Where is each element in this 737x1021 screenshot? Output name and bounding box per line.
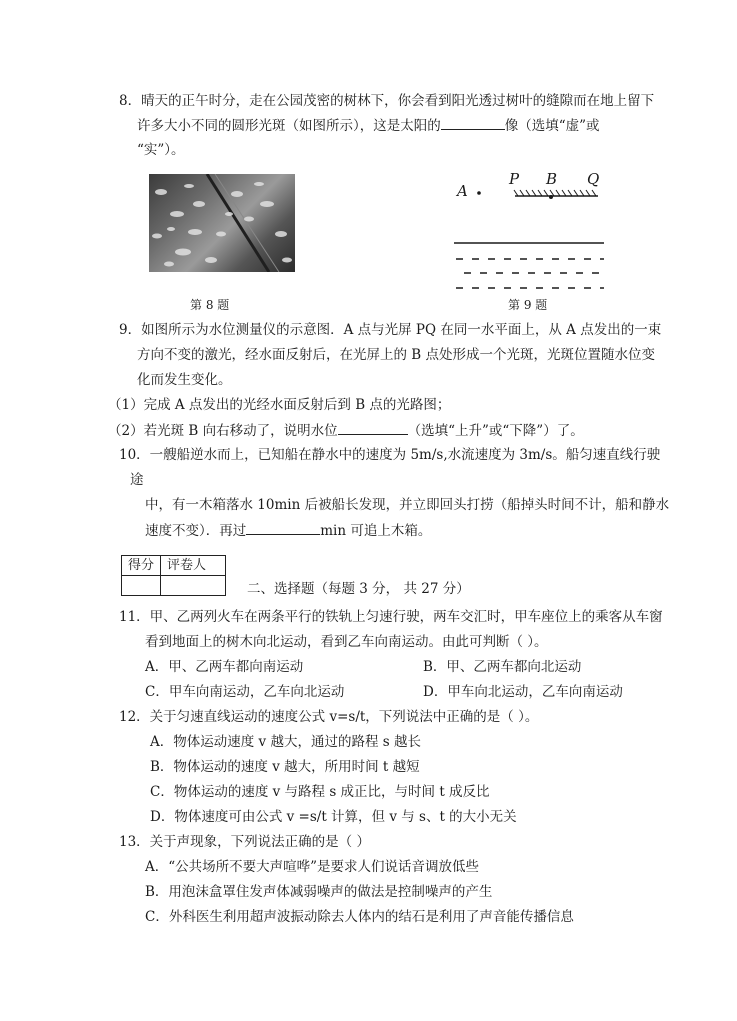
q11-option-d[interactable]: D．甲车向北运动，乙车向南运动 — [423, 684, 623, 700]
q8-line2 — [137, 116, 600, 135]
q8-line1: 8．晴天的正午时分，走在公园茂密的树林下，你会看到阳光透过树叶的缝隙而在地上留下 — [119, 93, 655, 109]
q9-sub1: （1）完成 A 点发出的光经水面反射后到 B 点的光路图； — [108, 397, 451, 413]
figure8-light-spots — [149, 174, 295, 272]
q12-option-b[interactable]: B．物体运动的速度 v 越大，所用时间 t 越短 — [150, 759, 420, 775]
q8-line2-text-b: 像（选填“虚”或 — [504, 118, 600, 134]
figure9-label-q: Q — [587, 170, 600, 188]
figure9-screen-pq — [514, 190, 598, 199]
figure9-label-b: B — [546, 170, 558, 188]
q9-sub2 — [108, 421, 584, 440]
score-header: 得分 — [122, 556, 161, 576]
q10-line3: 中，有一木箱落水 10min 后被船长发现，并立即回头打捞（船掉头时间不计，船和静水 — [145, 497, 670, 513]
q10-line4-text-a: 速度不变）．再过 — [145, 523, 247, 539]
q10-answer-blank[interactable] — [246, 521, 320, 535]
q8-line2-text-a: 许多大小不同的圆形光斑（如图所示），这是太阳的 — [137, 118, 441, 134]
q12-stem: 12．关于匀速直线运动的速度公式 v=s/t，下列说法中正确的是（ ）。 — [119, 709, 539, 725]
q11-option-a[interactable]: A．甲、乙两车都向南运动 — [145, 659, 304, 675]
figure9-caption: 第 9 题 — [508, 298, 548, 312]
score-cell[interactable] — [122, 576, 161, 596]
q9-line2: 方向不变的激光，经水面反射后，在光屏上的 B 点处形成一个光斑，光斑位置随水位变 — [137, 347, 656, 363]
grader-cell[interactable] — [161, 576, 226, 596]
q9-sub2-text-b: （选填“上升”或“下降”）了。 — [407, 423, 584, 439]
figure9-label-a: A — [457, 182, 468, 200]
q10-line2: 途 — [130, 472, 144, 488]
grader-header: 评卷人 — [161, 556, 226, 576]
q13-option-c[interactable]: C．外科医生利用超声波振动除去人体内的结石是利用了声音能传播信息 — [145, 909, 574, 925]
q11-line2: 看到地面上的树木向北运动，看到乙车向南运动。由此可判断（ ）。 — [145, 634, 548, 650]
q11-option-c[interactable]: C．甲车向南运动，乙车向北运动 — [145, 684, 345, 700]
q11-option-b[interactable]: B．甲、乙两车都向北运动 — [423, 659, 582, 675]
q10-line4 — [145, 521, 431, 540]
q8-line3: “实”）。 — [137, 142, 185, 158]
score-table — [121, 555, 226, 596]
q10-line4-text-b: min 可追上木箱。 — [320, 523, 432, 539]
q13-option-a[interactable]: A．“公共场所不要大声喧哗”是要求人们说话音调放低些 — [145, 859, 480, 875]
figure9-point-b — [549, 195, 553, 199]
section-2-heading: 二、选择题（每题 3 分， 共 27 分） — [247, 581, 470, 597]
q9-line1: 9．如图所示为水位测量仪的示意图．A 点与光屏 PQ 在同一水平面上，从 A 点发出的一束 — [119, 322, 662, 338]
q13-option-b[interactable]: B．用泡沫盒罩住发声体减弱噪声的做法是控制噪声的产生 — [145, 884, 493, 900]
q9-sub2-text-a: （2）若光斑 B 向右移动了，说明水位 — [108, 423, 338, 439]
figure8-photo — [149, 174, 295, 272]
q10-line1: 10．一艘船逆水而上，已知船在静水中的速度为 5m/s,水流速度为 3m/s。船匀速直线行驶 — [119, 447, 661, 463]
q9-line3: 化而发生变化。 — [137, 372, 232, 388]
q12-option-d[interactable]: D．物体速度可由公式 v =s/t 计算，但 v 与 s、t 的大小无关 — [150, 809, 517, 825]
figure9-label-p: P — [509, 170, 520, 188]
q12-option-a[interactable]: A．物体运动速度 v 越大，通过的路程 s 越长 — [150, 734, 421, 750]
q12-option-c[interactable]: C．物体运动的速度 v 与路程 s 成正比，与时间 t 成反比 — [150, 784, 490, 800]
figure9-diagram — [452, 168, 612, 296]
q11-line1: 11．甲、乙两列火车在两条平行的铁轨上匀速行驶，两车交汇时，甲车座位上的乘客从车窗 — [119, 609, 663, 625]
q13-stem: 13．关于声现象，下列说法正确的是（ ） — [119, 834, 370, 850]
figure9-point-a — [477, 191, 481, 195]
figure8-caption: 第 8 题 — [190, 298, 230, 312]
q9-answer-blank[interactable] — [338, 421, 408, 435]
q8-answer-blank[interactable] — [441, 116, 505, 130]
